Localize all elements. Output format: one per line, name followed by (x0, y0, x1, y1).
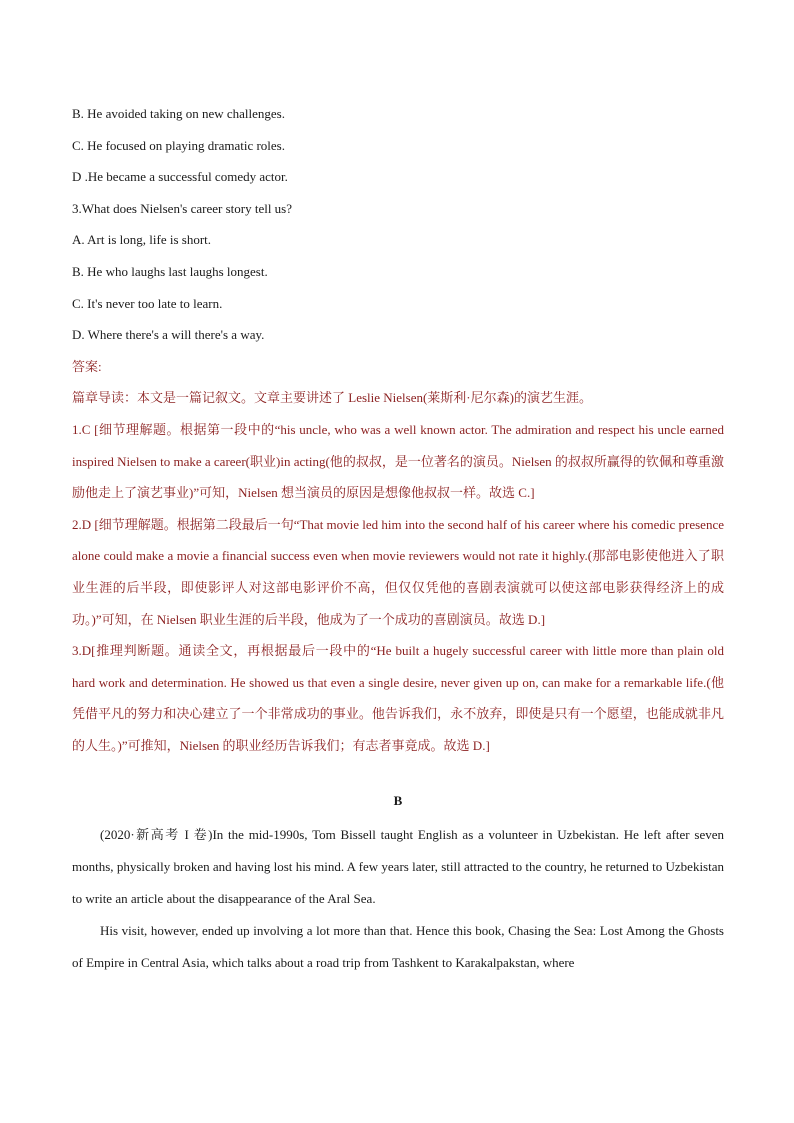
answer-1-explanation: 1.C [细节理解题。根据第一段中的“his uncle, who was a well known actor. The admiration and respect his uncle earned inspired Nielsen to make a career(职业)in acting(他的叔叔，是一位著名的演员。Nielsen 的叔叔所赢得的钦佩和尊重激励他走上了演艺事业)”可知，Nielsen 想当演员的原因是想像他叔叔一样。故选 C.] (72, 421, 724, 501)
option-q2-c: C. He focused on playing dramatic roles. (72, 137, 285, 153)
answer-2-explanation: 2.D [细节理解题。根据第二段最后一句“That movie led him into the second half of his career where his comedic presence alone could make a movie a financial success even when movie reviewers would not rate it highly.(那部电影使他进入了职业生涯的后半段，即使影评人对这部电影评价不高，但仅仅凭他的喜剧表演就可以使这部电影获得经济上的成功。)”可知，在 Nielsen 职业生涯的后半段，他成为了一个成功的喜剧演员。故选 D.] (72, 516, 724, 627)
answer-label: 答案: (72, 358, 102, 374)
answer-3-explanation: 3.D[推理判断题。通读全文，再根据最后一段中的“He built a hugely successful career with little more than plain old hard work and determination. He showed us that even a single desire, never given up on, can make for a remarkable life.(他凭借平凡的努力和决心建立了一个非常成功的事业。他告诉我们，永不放弃，即使是只有一个愿望，也能成就非凡的人生。)”可推知，Nielsen 的职业经历告诉我们；有志者事竟成。故选 D.] (72, 643, 724, 753)
option-q3-b: B. He who laughs last laughs longest. (72, 263, 268, 279)
option-q2-d: D .He became a successful comedy actor. (72, 169, 288, 185)
reading-guide: 篇章导读：本文是一篇记叙文。文章主要讲述了 Leslie Nielsen(莱斯利·尼尔森)的演艺生涯。 (72, 390, 592, 406)
option-q3-d: D. Where there's a will there's a way. (72, 327, 265, 343)
passage-b-paragraph-2: His visit, however, ended up involving a lot more than that. Hence this book, Chasing the Sea: Lost Among the Ghosts of Empire in Central Asia, which talks about a road trip from Tashkent to Karakalpakstan, where (72, 923, 724, 971)
document-page (72, 98, 724, 979)
section-b-title: B (393, 793, 403, 809)
option-q3-a: A. Art is long, life is short. (72, 232, 212, 248)
option-q3-c: C. It's never too late to learn. (72, 295, 223, 311)
question-3: 3.What does Nielsen's career story tell us? (72, 200, 293, 216)
passage-b-paragraph-1: (2020·新高考 I 卷)In the mid-1990s, Tom Bissell taught English as a volunteer in Uzbekistan. He left after seven months, physically broken and having lost his mind. A few years later, still attracted to the country, he returned to Uzbekistan to write an article about the disappearance of the Aral Sea. (72, 827, 724, 907)
option-q2-b: B. He avoided taking on new challenges. (72, 106, 285, 121)
